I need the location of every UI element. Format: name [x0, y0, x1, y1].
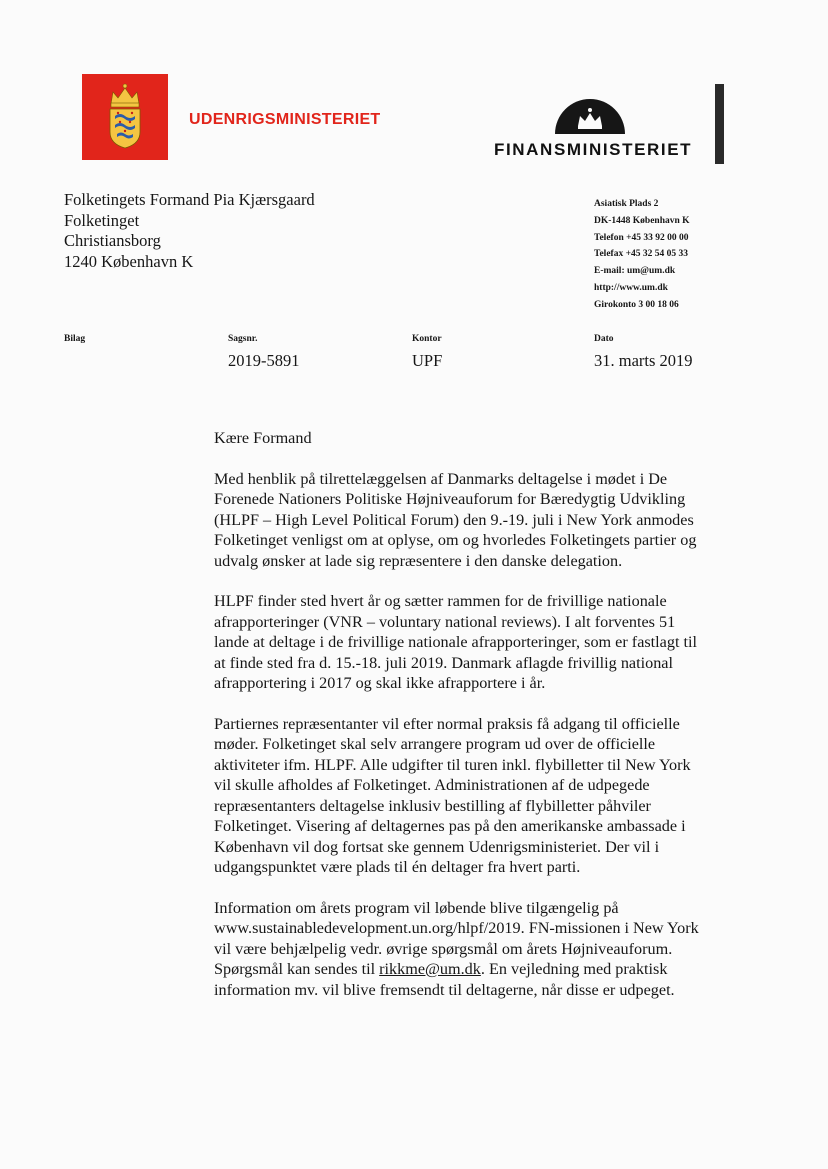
- sender-city: DK-1448 København K: [594, 215, 690, 226]
- dato-label: Dato: [594, 334, 614, 344]
- sagsnr-value: 2019-5891: [228, 351, 300, 370]
- recipient-line: 1240 København K: [64, 251, 194, 271]
- header-bar: [715, 84, 724, 164]
- dato-value: 31. marts 2019: [594, 351, 693, 370]
- bilag-label: Bilag: [64, 334, 86, 344]
- crown-emblem-icon: [553, 96, 627, 134]
- recipient-address: [64, 190, 315, 272]
- greeting: Kære Formand: [214, 429, 312, 447]
- sender-address: [594, 196, 690, 314]
- kontor-value: UPF: [412, 351, 443, 370]
- sender-web: http://www.um.dk: [594, 282, 668, 293]
- sagsnr-label: Sagsnr.: [228, 334, 258, 344]
- kontor-label: Kontor: [412, 334, 442, 344]
- um-name: UDENRIGSMINISTERIET: [189, 111, 381, 128]
- recipient-line: Christiansborg: [64, 231, 161, 250]
- sender-street: Asiatisk Plads 2: [594, 199, 659, 209]
- paragraph-4-tail: . En vejledning med praktisk information mv. vil blive fremsendt til deltagerne, når disse er udpeget.: [214, 960, 675, 999]
- fm-name: FINANSMINISTERIET: [494, 140, 693, 159]
- paragraph-4-text: Information om årets program vil løbende blive tilgængelig på www.sustainabledevelopment.un.org/hlpf/2019. FN-missionen i New York vil være behjælpelig vedr. øvrige spørgsmål om årets Højniveauforum. Spørgsmål kan sendes til: [214, 898, 699, 978]
- royal-crest-icon: [82, 74, 168, 160]
- sender-email: E-mail: um@um.dk: [594, 266, 676, 277]
- paragraph-3: Partiernes repræsentanter vil efter normal praksis få adgang til officielle møder. Folketinget skal selv arrangere program ud over de officielle aktiviteter ifm. HLPF. Alle udgifter til turen inkl. flybilletter til New York vil skulle afholdes af Folketinget. Administrationen af de udpegede repræsentanters deltagelse inklusiv bestilling af flybilletter påhviler Folketinget. Visering af deltagernes pas på den amerikanske ambassade i København vil dog fortsat ske gennem Udenrigsministeriet. Der vil i udgangspunktet være plads til én deltager fra hvert parti.: [214, 714, 691, 876]
- paragraph-4: [214, 898, 704, 1001]
- sender-fax: Telefax +45 32 54 05 33: [594, 249, 688, 260]
- um-logo: [82, 74, 168, 160]
- letter-body: [214, 428, 704, 1020]
- paragraph-1: Med henblik på tilrettelæggelsen af Danmarks deltagelse i mødet i De Forenede Nationers Politiske Højniveauforum for Bæredygtig Udvikling (HLPF – High Level Political Forum) den 9.-19. juli i New York anmodes Folketinget venligst om at oplyse, om og hvorledes Folketingets partier og udvalg ønsker at lade sig repræsentere i den danske delegation.: [214, 469, 697, 570]
- sender-giro: Girokonto 3 00 18 06: [594, 299, 679, 310]
- sender-phone: Telefon +45 33 92 00 00: [594, 232, 689, 243]
- contact-email-link[interactable]: rikkme@um.dk: [379, 960, 481, 978]
- fm-logo: [553, 96, 627, 134]
- paragraph-2: HLPF finder sted hvert år og sætter rammen for de frivillige nationale afrapporteringer (VNR – voluntary national reviews). I alt forventes 51 lande at deltage i de frivillige nationale afrapporteringer, som er fastlagt til at finde sted fra d. 15.-18. juli 2019. Danmark aflagde frivillig national afrapportering i 2017 og skal ikke afrapportere i år.: [214, 592, 697, 692]
- recipient-line: Folketingets Formand Pia Kjærsgaard: [64, 190, 315, 209]
- recipient-line: Folketinget: [64, 210, 140, 230]
